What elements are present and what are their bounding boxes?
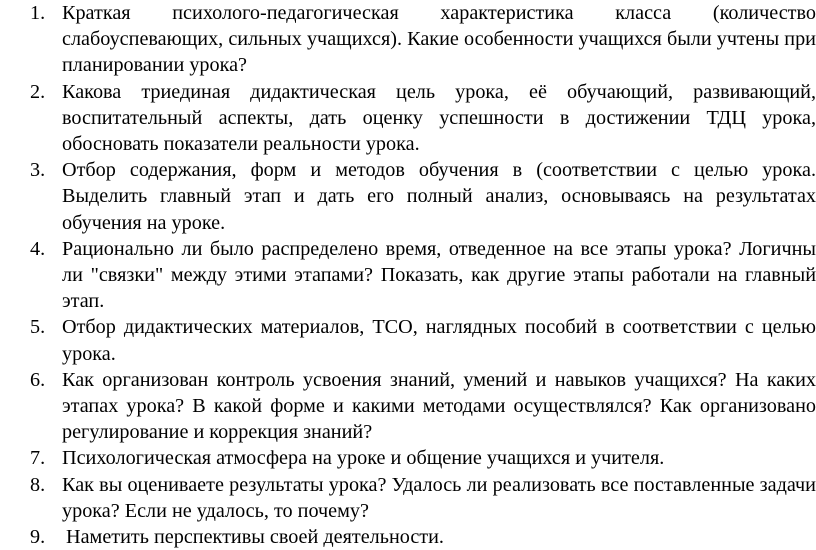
item-text: Рационально ли было распределено время, отведенное на все этапы урока? Логичны ли "связки" между этими этапами? Показать, как другие этапы работали на главный этап. [62,237,816,313]
item-text: Как вы оцениваете результаты урока? Удалось ли реализовать все поставленные задачи урока? Если не удалось, то почему? [62,473,816,522]
item-text: Наметить перспективы своей деятельности. [66,526,444,549]
item-number: 4. [30,237,46,260]
item-text: Отбор дидактических материалов, ТСО, наглядных пособий в соответствии с целью урока. [62,316,816,365]
list-item [30,314,816,366]
item-text: Как организован контроль усвоения знаний, умений и навыков учащихся? На каких этапах урока? В какой форме и какими методами осуществлялся? Как организовано регулирование и коррекция знаний? [62,368,816,444]
list-item [30,0,816,79]
item-number: 7. [30,447,46,470]
item-number: 8. [30,473,46,496]
item-number: 6. [30,368,46,391]
numbered-question-list [30,0,816,550]
list-item [30,472,816,524]
item-text: Краткая психолого-педагогическая характеристика класса (количество слабоуспевающих, сильных учащихся). Какие особенности учащихся были учтены при планировании урока? [62,2,816,77]
item-text: Отбор содержания, форм и методов обучения в (соответствии с целью урока. Выделить главный этап и дать его полный анализ, основываясь на результатах обучения на уроке. [62,159,816,234]
item-text: Какова триединая дидактическая цель урока, её обучающий, развивающий, воспитательный аспекты, дать оценку успешности в достижении ТДЦ урока, обосновать показатели реальности урока. [62,80,816,156]
list-item [30,445,816,471]
item-number: 3. [30,159,46,182]
item-number: 2. [30,80,46,103]
list-item [30,367,816,446]
item-number: 1. [30,2,46,24]
list-item [30,79,816,158]
list-item [30,157,816,236]
item-number: 5. [30,316,46,339]
item-text: Психологическая атмосфера на уроке и общение учащихся и учителя. [62,447,665,470]
item-number: 9. [30,526,46,549]
list-item [30,236,816,315]
list-item [30,524,816,550]
